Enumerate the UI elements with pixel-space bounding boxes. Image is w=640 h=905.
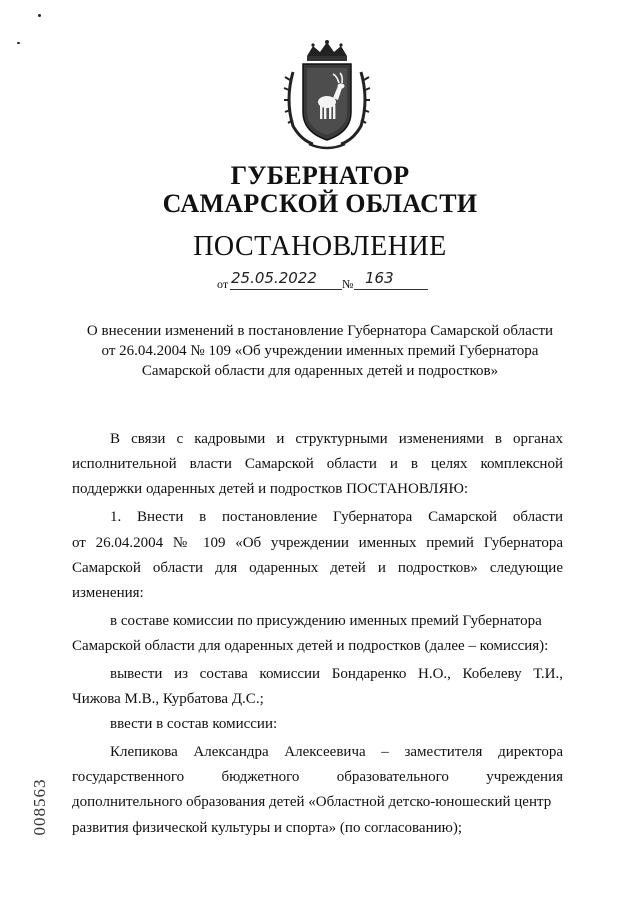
subject-line: О внесении изменений в постановление Губернатора Самарской области (86, 323, 554, 339)
body-line: Клепикова Александра Алексеевича – заместителя директора (110, 744, 563, 760)
scan-speck (38, 14, 41, 17)
serial-number: 008563 (30, 778, 49, 836)
number-underline (354, 289, 428, 290)
body-line: Самарской области для одаренных детей и подростков» следующие (72, 560, 563, 576)
body-line: исполнительной власти Самарской области и в целях комплексной (72, 456, 563, 472)
body-line: развития физической культуры и спорта» (по согласованию); (72, 820, 463, 836)
body-line: от 26.04.2004 № 109 «Об учреждении именных премий Губернатора (72, 535, 563, 551)
body-line: вывести из состава комиссии Бондаренко Н.О., Кобелеву Т.И., (110, 666, 563, 682)
body-line: ввести в состав комиссии: (110, 716, 278, 732)
region-title: САМАРСКОЙ ОБЛАСТИ (162, 189, 478, 218)
body-line: Самарской области для одаренных детей и подростков (далее – комиссия): (72, 638, 549, 654)
body-line: 1. Внести в постановление Губернатора Самарской области (110, 509, 563, 525)
date-underline (230, 289, 342, 290)
coat-of-arms-emblem (283, 40, 371, 152)
date-label: от (217, 277, 229, 291)
document-subject (70, 321, 570, 381)
subject-line: от 26.04.2004 № 109 «Об учреждении именных премий Губернатора (101, 343, 539, 359)
body-line: изменения: (72, 585, 144, 601)
body-line: В связи с кадровыми и структурными изменениями в органах (110, 431, 563, 447)
body-line: Чижова М.В., Курбатова Д.С.; (72, 691, 264, 707)
scan-speck (17, 42, 20, 44)
number-label: № (342, 277, 354, 291)
body-line: дополнительного образования детей «Областной детско-юношеский центр (72, 794, 552, 810)
body-line: в составе комиссии по присуждению именных премий Губернатора (110, 613, 542, 629)
body-line: поддержки одаренных детей и подростков ПОСТАНОВЛЯЮ: (72, 481, 469, 497)
serial-number-stamp (30, 777, 50, 837)
document-type-heading: ПОСТАНОВЛЕНИЕ (193, 231, 447, 262)
body-line: государственного бюджетного образовательного учреждения (72, 769, 563, 785)
number-value: 163 (365, 269, 394, 287)
date-value: 25.05.2022 (231, 269, 317, 287)
subject-line: Самарской области для одаренных детей и подростков» (141, 363, 499, 379)
governor-title: ГУБЕРНАТОР (230, 161, 410, 190)
